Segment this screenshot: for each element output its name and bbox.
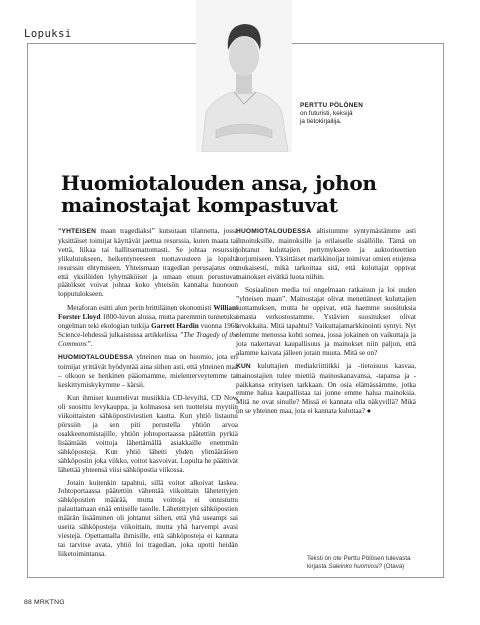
author-name: PERTTU PÖLÖNEN [300, 102, 364, 109]
paragraph-text: . [90, 339, 93, 348]
article-paragraph [58, 353, 238, 390]
paragraph-lead: HUOMIOTALOUDESSA [58, 353, 134, 361]
article-column-left [58, 227, 238, 563]
paragraph-text: Metaforan esitti alun perin brittiläinen ekonomisti [67, 304, 214, 313]
caption-text: kirjasta [307, 562, 329, 570]
paragraph-text: 1800-luvun alussa, mutta paremmin tunnetuksi ongelman teki ekologian tutkija [58, 313, 238, 331]
caption-text: (Otava) [382, 562, 405, 570]
paragraph-text: kuluttajien mediakriittiikki ja -tietoisuus kasvaa, mainostajien tulee miettiä mainoskanavansa, -tapansa ja -paikkansa erityisen tarkkaan. On osia elämässämme, jotka emme halua kaupallistaa tai jonne emme halua mainoksia. Mitä ne ovat sinulle? Missä ei kannata olla näkyvillä? Mikä on se yhteinen maa, jota ei kannata kuluttaa? ● [236, 361, 416, 416]
article-paragraph: Jotain kuitenkin tapahtui, sillä voitot alkoivat laskea. Johtoportaassa päätettiin vähentää viikoittain lähetettyjen sähköpostien määrää, mutta voittoja ei onnistuttu palauttamaan enää entiselle tasolle. Lähetettyjen sähköpostien määrän lisääminen oli johtanut siihen, että yhä useampi sai useita sähköposteja viikoittain, mutta yhä harvempi avasi viestejä. Opettamalla ihmisille, että sähköposteja ei kannata tai tarvitse avata, yhtiö loi tragedian, joka upotti heidän liiketoimintansa. [58, 478, 238, 558]
section-label: Lopuksi [24, 28, 72, 40]
page-footer: 88 MRKTNG [24, 599, 65, 606]
article-paragraph [236, 362, 416, 416]
article-title-reference: ”The Tragedy of the Commons” [58, 330, 238, 348]
article-paragraph [58, 227, 238, 299]
paragraph-text: maan tragediaksi” kutsutaan tilannetta, jossa yksittäiset toimijat käyttävät jaettua resurssia, kuten maata tai vettä, liikaa tai hallitsemattomasti. Se johtaa resurssin ylikulutukseen, heikentyneeseen tuottavuuteen ja lopulta resurssin ehtymiseen. Yhteismaan tragedian perusajatus on, että yksilöiden lyhytnäköiset ja omaan etuun perustuvat päätökset voivat johtaa koko yhteisön kannalta huonoon lopputulokseen. [58, 227, 238, 299]
paragraph-lead: ”YHTEISEN [58, 228, 97, 235]
author-bio-line: on futuristi, keksijä [300, 110, 353, 117]
person-name: Garrett Hardin [151, 322, 199, 331]
author-bio-line: ja tietokirjailija. [300, 118, 342, 125]
article-paragraph: Sosiaalinen media toi ongelmaan ratkaisun ja loi uuden ”yhteisen maan”. Mainostajat olivat menettäneet kuluttajien luottamuksen, mutta he oppivat, että haemme suosituksia omasta verkostostamme. Ystävien suositukset olivat arvokkaita. Mitä tapahtui? Vaikuttajamarkkinointi syntyi. Nyt olemme menossa kohti somea, jossa jokainen on vaikuttaja ja jota nakertavat kaupallisuus ja mainokset niin paljon, että alamme kaivata jälleen jotain muuta. Mitä se on? [236, 286, 416, 357]
article-paragraph [58, 304, 238, 349]
article-headline: Huomiotalouden ansa, johon mainostajat kompastuvat [61, 171, 377, 217]
article-column-right [236, 227, 416, 421]
paragraph-text: altistumme syntymästämme asti ilmoituksille, mainoksille ja erilaiselle sisällölle. Tämä on johtanut kuluttajien pettymykseen ja auktoriteettien horjumiseen. Yksittäiset markkinoijat toimivat omien etujensa mukaisesti, mikä tarkoittaa sitä, että kuluttajat oppivat mainokset eivätkä luota niihin. [236, 227, 416, 281]
article-paragraph: Kun ihmiset kuuntelivat musiikkia CD-levyiltä, CD Now oli suosittu levykauppa, ja kolmasosa sen tuotteista myytiin viikoittaisten sähköpostiviestien kautta. Kun yhtiö listautui pörssiin ja sen piti perustella yhtiön arvoa osakkeenomistajille, yhtiön johtoportaassa päätettiin pyrkiä lisäämään voittoja lähettämällä asiakkaille enemmän sähköposteja. Kun yhtiö lähetti yhden ylimääräisen sähköpostin joka viikko, voitot kasvoivat. Lopulta he päättivät lähettää yhteensä viisi sähköpostia viikossa. [58, 394, 238, 474]
paragraph-lead: HUOMIOTALOUDESSA [236, 228, 312, 235]
paragraph-text: yhteinen maa on huomio, jota eri toimijat yrittävät hyödyntää aina siihen asti, että yhteinen maa – olkoon se henkinen pääomamme, mielenterveytemme tai keskittymiskykymme – kärsii. [58, 352, 238, 389]
person-name: William Forster Lloyd [58, 304, 238, 322]
paragraph-lead: KUN [236, 362, 251, 370]
author-byline [300, 102, 410, 126]
paragraph-text: vuonna 1968 Science-lehdessä julkaistussa artikkelissa [58, 322, 238, 339]
author-photo [196, 0, 292, 152]
caption-line [307, 563, 429, 571]
article-paragraph [236, 227, 416, 281]
caption-line: Teksti on ote Perttu Pölösen tulevasta [307, 555, 411, 562]
book-caption [307, 555, 429, 571]
book-title: Saleinko huomiosi? [328, 562, 382, 570]
